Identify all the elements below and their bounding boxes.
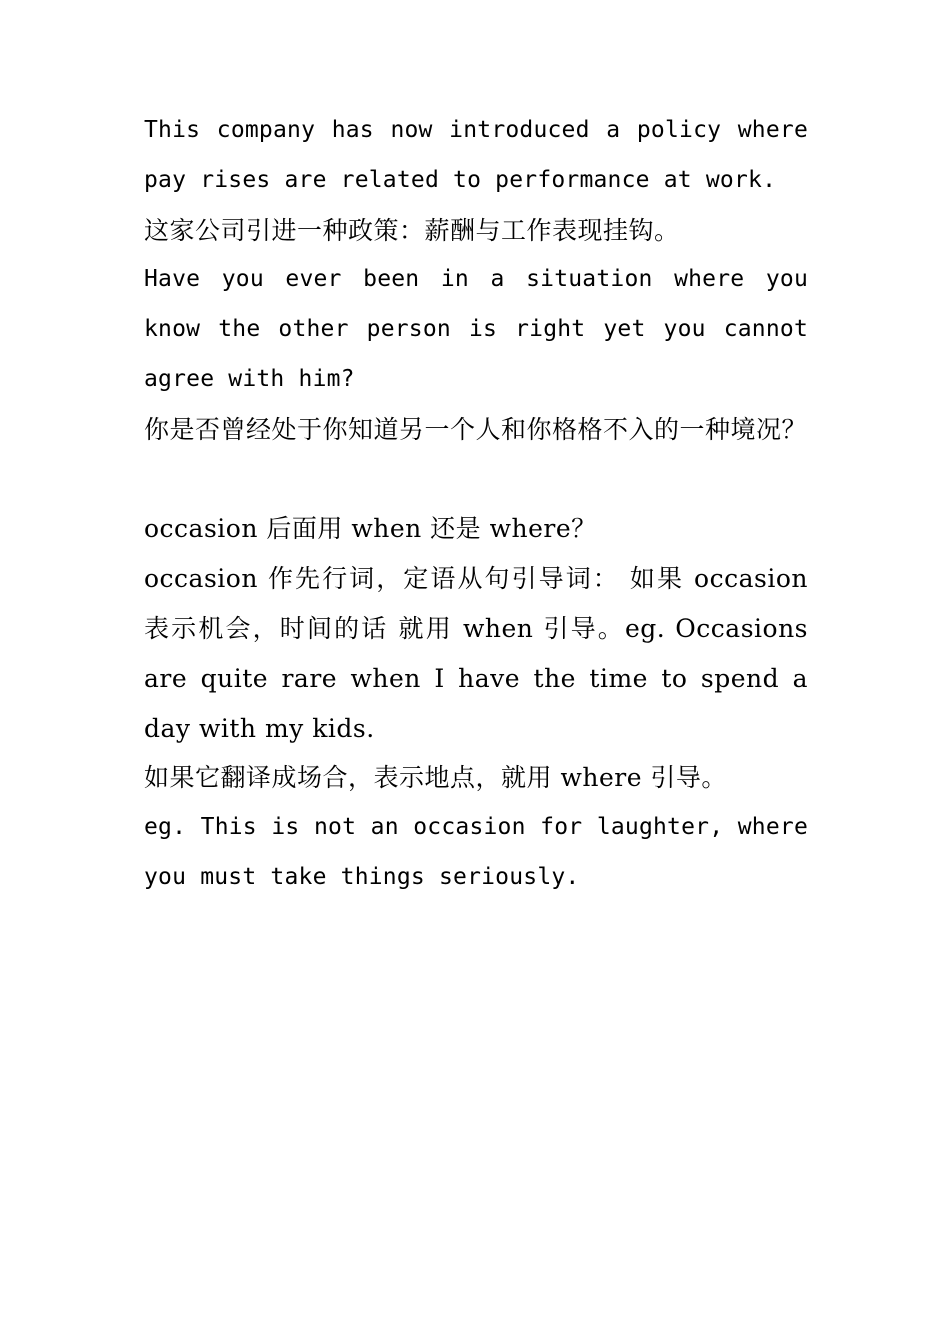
paragraph-text: 你是否曾经处于你知道另一个人和你格格不入的一种境况？ xyxy=(144,414,808,444)
document-page xyxy=(144,106,808,903)
paragraph-text: 这家公司引进一种政策：薪酬与工作表现挂钩。 xyxy=(144,215,680,245)
paragraph-occasion-where-explanation xyxy=(144,753,808,803)
paragraph-situation-chinese xyxy=(144,405,808,455)
paragraph-text: 如果它翻译成场合，表示地点，就用 where 引导。 xyxy=(144,763,727,793)
blank-line xyxy=(144,455,808,505)
paragraph-text: occasion 后面用 when 还是 where？ xyxy=(144,514,597,544)
paragraph-text: Have you ever been in a situation where you know the other person is right yet you cannot agree with him? xyxy=(144,266,808,392)
paragraph-occasion-question xyxy=(144,504,808,554)
paragraph-policy-english xyxy=(144,106,808,206)
paragraph-text: eg. This is not an occasion for laughter, where you must take things seriously. xyxy=(144,814,808,890)
paragraph-situation-english xyxy=(144,255,808,404)
paragraph-text: This company has now introduced a policy where pay rises are related to performance at work. xyxy=(144,117,808,193)
paragraph-occasion-when-explanation xyxy=(144,554,808,753)
paragraph-policy-chinese xyxy=(144,206,808,256)
paragraph-text: occasion 作先行词，定语从句引导词： 如果 occasion 表示机会，时间的话 就用 when 引导。eg. Occasions are quite rare when I have the time to spend a day with my kids. xyxy=(144,564,808,743)
paragraph-occasion-where-example xyxy=(144,803,808,903)
